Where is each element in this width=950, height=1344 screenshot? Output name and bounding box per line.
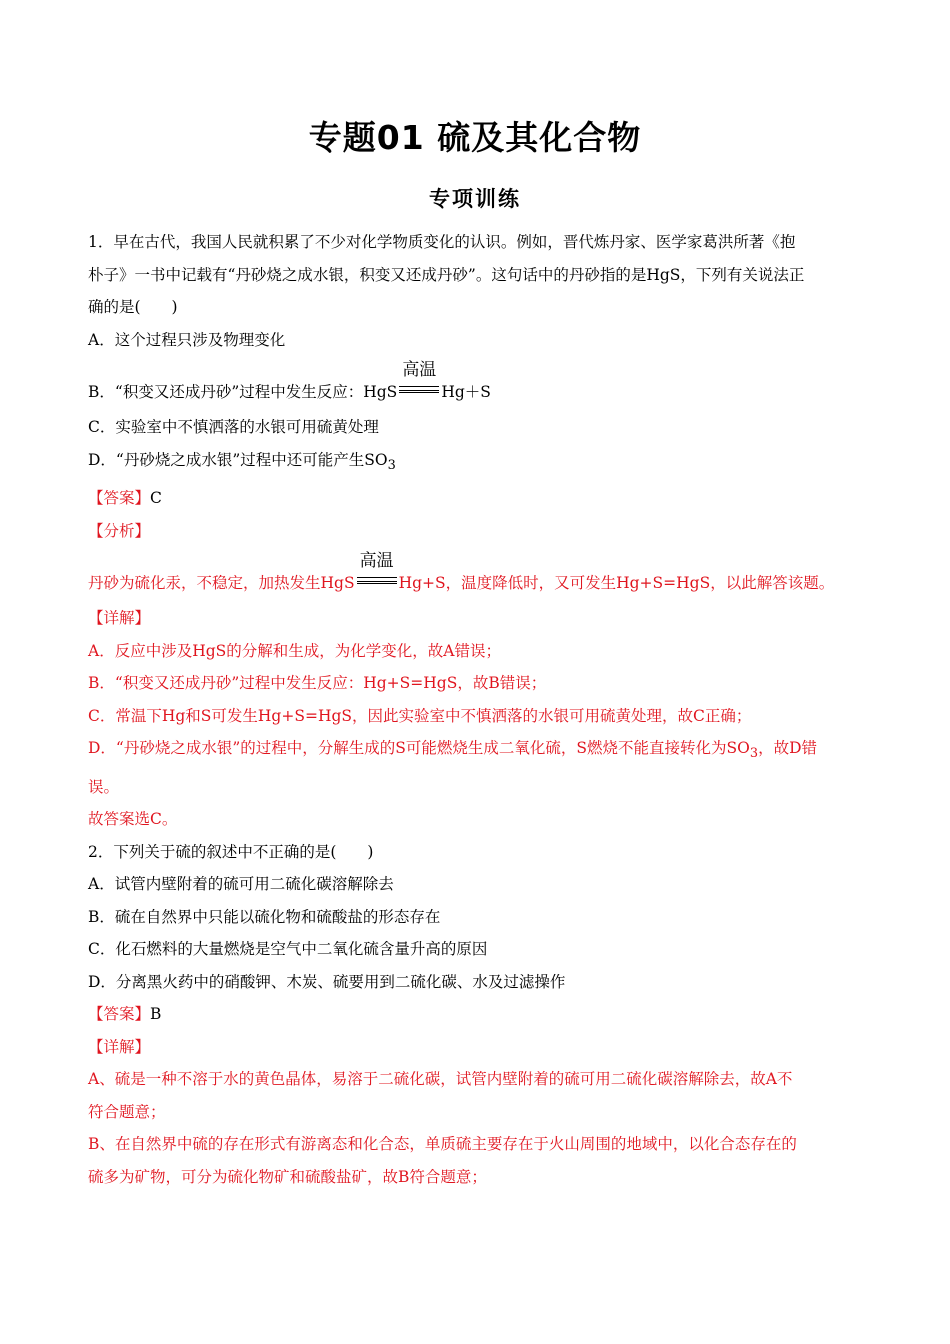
q1-stem-line3: 确的是( ) [88,298,178,316]
q1-analysis-label: 【分析】 [88,521,151,540]
q1-answer [88,482,866,515]
reaction-condition: 高温 [402,360,437,380]
q2-detail-b-line1: B、在自然界中硫的存在形式有游离态和化合态，单质硫主要存在于火山周围的地域中，以化合态存在的 [88,1135,797,1154]
q1-analysis-text-rest: Hg+S，温度降低时，又可发生Hg+S=HgS，以此解答该题。 [398,574,835,593]
q1-detail-d-tail: ，故D错 [758,739,817,758]
q1-detail-d-subscript: 3 [749,746,759,762]
q1-analysis [88,547,866,599]
q1-option-d-text: D．“丹砂烧之成水银”过程中还可能产生SO [88,450,388,469]
q1-detail-b: B．“积变又还成丹砂”过程中发生反应：Hg+S=HgS，故B错误； [88,674,547,693]
reaction-arrow-icon [355,551,399,588]
document-body [88,226,866,1193]
q1-detail-c: C．常温下Hg和S可发生Hg+S=HgS，因此实验室中不慎洒落的水银可用硫黄处理，故C正确； [88,706,752,725]
answer-value: C [150,489,162,508]
q1-option-b-products: Hg＋S [441,383,491,401]
q1-option-c: C．实验室中不慎洒落的水银可用硫黄处理 [88,418,379,436]
q1-detail-label: 【详解】 [88,609,151,628]
section-subtitle: 专项训练 [429,187,521,211]
q1-detail-a: A．反应中涉及HgS的分解和生成，为化学变化，故A错误； [88,641,501,660]
page-title: 专题01 硫及其化合物 [308,118,642,157]
answer-label: 【答案】 [88,1005,151,1024]
q1-stem-line1: 1．早在古代，我国人民就积累了不少对化学物质变化的认识。例如，晋代炼丹家、医学家葛洪所著《抱 [88,233,796,251]
q1-option-b-text: B．“积变又还成丹砂”过程中发生反应：HgS [88,383,398,401]
q2-stem: 2．下列关于硫的叙述中不正确的是( ) [88,842,374,861]
q2-detail-a-line2: 符合题意； [88,1102,166,1121]
answer-label: 【答案】 [88,489,151,508]
q1-detail-d-text: D．“丹砂烧之成水银”的过程中，分解生成的S可能燃烧生成二氧化硫，S燃烧不能直接转化为SO [88,739,750,758]
q1-stem-line2: 朴子》一书中记载有“丹砂烧之成水银，积变又还成丹砂”。这句话中的丹砂指的是HgS，下列有关说法正 [88,265,805,284]
q2-answer [88,998,866,1031]
q1-option-a: A．这个过程只涉及物理变化 [88,330,286,349]
q2-option-d: D．分离黑火药中的硝酸钾、木炭、硫要用到二硫化碳、水及过滤操作 [88,972,566,991]
q2-detail-b-line2: 硫多为矿物，可分为硫化物矿和硫酸盐矿，故B符合题意； [88,1167,487,1186]
q1-conclusion: 故答案选C。 [88,810,178,829]
reaction-condition: 高温 [359,551,394,572]
q1-analysis-text: 丹砂为硫化汞，不稳定，加热发生HgS [88,574,355,593]
q1-option-b [88,356,866,408]
q2-option-c: C．化石燃料的大量燃烧是空气中二氧化硫含量升高的原因 [88,940,488,959]
reaction-arrow-icon [397,360,441,397]
q1-detail-d-line2: 误。 [88,777,120,796]
q2-detail-a-line1: A、硫是一种不溶于水的黄色晶体，易溶于二硫化碳，试管内壁附着的硫可用二硫化碳溶解除去，故A不 [88,1070,793,1089]
q2-detail-label: 【详解】 [88,1037,151,1056]
q1-detail-d [88,732,866,771]
q1-option-d [88,444,866,483]
q2-option-b: B．硫在自然界中只能以硫化物和硫酸盐的形态存在 [88,907,441,926]
q2-option-a: A．试管内壁附着的硫可用二硫化碳溶解除去 [88,875,394,894]
q1-option-d-subscript: 3 [387,457,396,473]
answer-value: B [150,1005,162,1024]
